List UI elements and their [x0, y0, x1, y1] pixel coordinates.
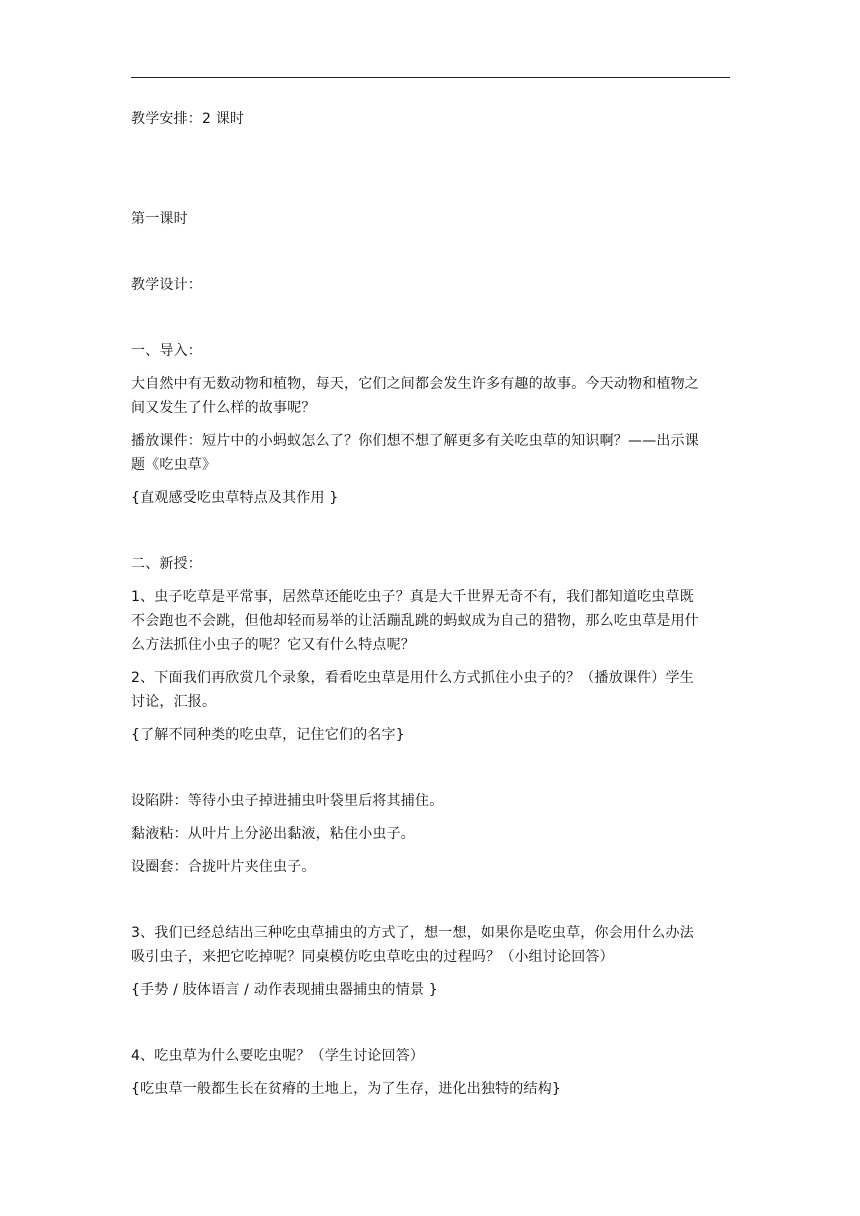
item1-line2: 不会跑也不会跳，但他却轻而易举的让活蹦乱跳的蚂蚁成为自己的猎物，那么吃虫草是用什 — [131, 613, 699, 629]
section2-heading: 二、新授： — [131, 556, 202, 572]
design-label: 教学设计： — [131, 277, 202, 293]
method-snare: 设圈套：合拢叶片夹住虫子。 — [131, 859, 316, 875]
header-rule — [131, 77, 730, 78]
item4-line: 4、吃虫草为什么要吃虫呢？（学生讨论回答） — [131, 1048, 425, 1064]
item3-note: {手势 / 肢体语言 / 动作表现捕虫器捕虫的情景 } — [131, 982, 438, 998]
method-trap: 设陷阱：等待小虫子掉进捕虫叶袋里后将其捕住。 — [131, 793, 444, 809]
item2-line1: 2、下面我们再欣赏几个录象，看看吃虫草是用什么方式抓住小虫子的？（播放课件）学生 — [131, 670, 694, 686]
item4-note: {吃虫草一般都生长在贫瘠的土地上，为了生存，进化出独特的结构} — [131, 1081, 562, 1097]
item2-note: {了解不同种类的吃虫草，记住它们的名字} — [131, 727, 405, 743]
item3-line2: 吸引虫子，来把它吃掉呢？同桌模仿吃虫草吃虫的过程吗？（小组讨论回答） — [131, 949, 614, 965]
section1-paragraph2-line2: 题《吃虫草》 — [131, 457, 217, 473]
item1-line1: 1、虫子吃草是平常事，居然草还能吃虫子？真是大千世界无奇不有，我们都知道吃虫草既 — [131, 589, 694, 605]
section1-paragraph1-line1: 大自然中有无数动物和植物，每天，它们之间都会发生许多有趣的故事。今天动物和植物之 — [131, 376, 699, 392]
item2-line2: 讨论，汇报。 — [131, 694, 217, 710]
schedule-line: 教学安排：2 课时 — [131, 111, 245, 127]
lesson-title: 第一课时 — [131, 211, 188, 227]
section1-heading: 一、导入： — [131, 343, 202, 359]
section1-note: {直观感受吃虫草特点及其作用 } — [131, 490, 339, 506]
section1-paragraph2-line1: 播放课件：短片中的小蚂蚁怎么了？你们想不想了解更多有关吃虫草的知识啊？——出示课 — [131, 433, 699, 449]
method-sticky: 黏液粘：从叶片上分泌出黏液，粘住小虫子。 — [131, 826, 415, 842]
item3-line1: 3、我们已经总结出三种吃虫草捕虫的方式了，想一想，如果你是吃虫草，你会用什么办法 — [131, 925, 694, 941]
section1-paragraph1-line2: 间又发生了什么样的故事呢？ — [131, 400, 316, 416]
item1-line3: 么方法抓住小虫子的呢？它又有什么特点呢？ — [131, 637, 415, 653]
